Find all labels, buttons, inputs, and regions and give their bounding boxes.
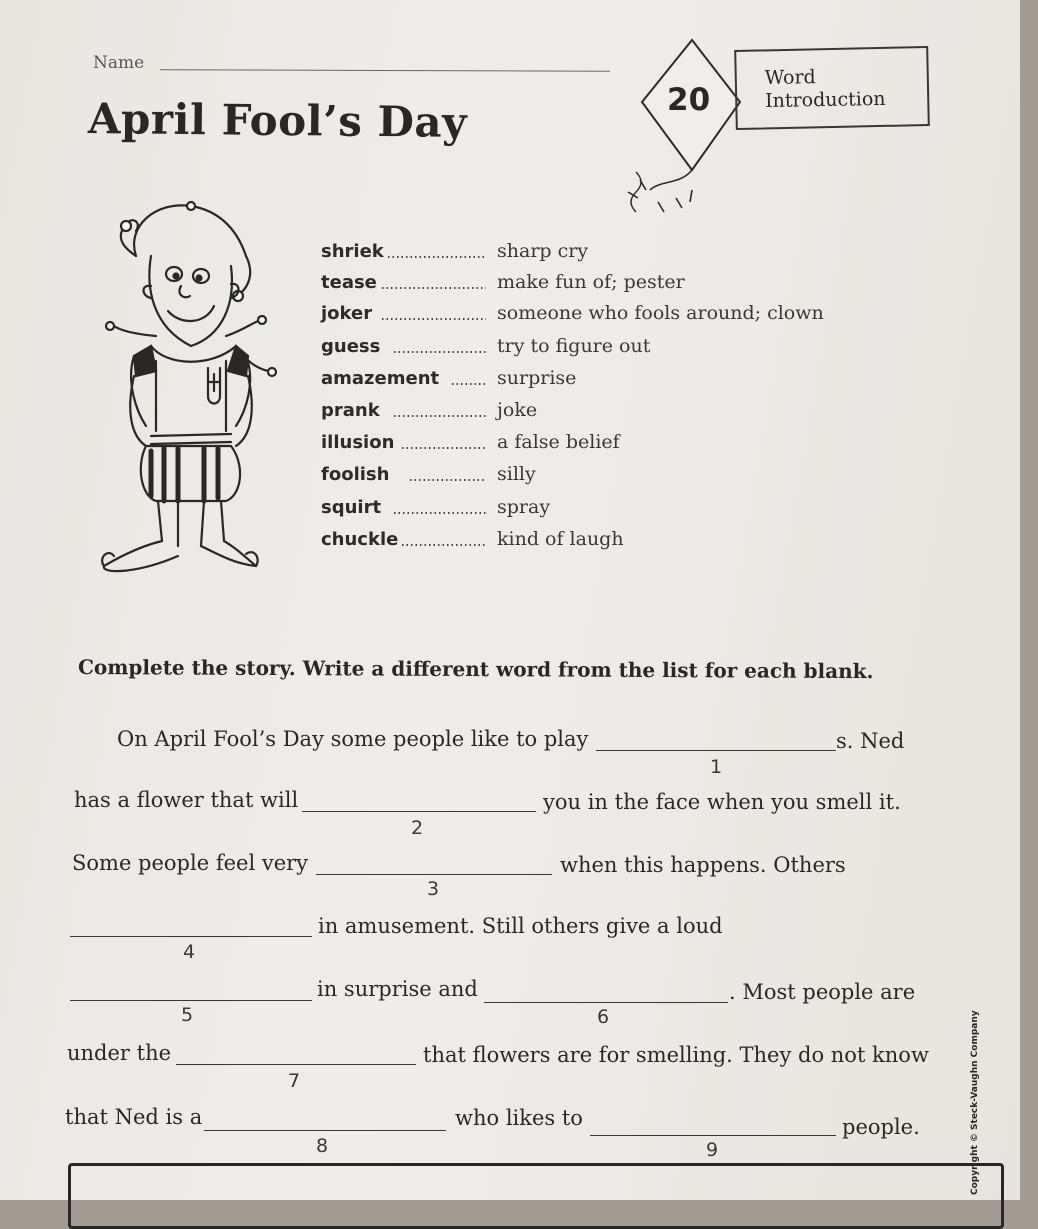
vocab-word: squirt xyxy=(321,497,382,518)
vocab-definition: surprise xyxy=(497,367,577,389)
vocab-definition: joke xyxy=(497,399,538,421)
vocab-word: chuckle xyxy=(321,529,399,550)
answer-blank-7[interactable] xyxy=(176,1064,416,1065)
dotted-leaders xyxy=(380,240,495,560)
blank-number: 6 xyxy=(597,1006,610,1028)
blank-number: 8 xyxy=(316,1135,329,1157)
vocab-definition: kind of laugh xyxy=(497,528,624,550)
story-text: people. xyxy=(842,1115,920,1139)
story-text: who likes to xyxy=(455,1106,583,1130)
answer-blank-8[interactable] xyxy=(204,1130,446,1131)
page-title: April Fool’s Day xyxy=(87,94,468,147)
copyright-notice: Copyright © Steck-Vaughn Company xyxy=(970,1010,980,1195)
vocab-word: amazement xyxy=(321,368,440,389)
vocab-word: joker xyxy=(321,303,373,324)
story-text: when this happens. Others xyxy=(560,853,846,877)
lesson-type-line2: Introduction xyxy=(765,87,886,113)
lesson-number: 20 xyxy=(667,82,711,118)
blank-number: 5 xyxy=(181,1004,194,1026)
story-text: in surprise and xyxy=(317,977,478,1001)
instructions: Complete the story. Write a different word from the list for each blank. xyxy=(77,655,874,684)
blank-number: 7 xyxy=(288,1070,301,1092)
name-line[interactable] xyxy=(160,69,610,72)
vocab-definition: a false belief xyxy=(497,431,620,453)
vocab-definition: make fun of; pester xyxy=(497,271,685,293)
story-text: Some people feel very xyxy=(72,851,309,875)
vocab-definition: someone who fools around; clown xyxy=(497,302,824,324)
lesson-type-label xyxy=(765,65,886,113)
answer-blank-3[interactable] xyxy=(316,874,552,875)
vocab-row xyxy=(321,271,685,293)
story-text: in amusement. Still others give a loud xyxy=(318,914,723,938)
vocab-word: foolish xyxy=(321,464,390,485)
story-text: under the xyxy=(67,1041,172,1065)
answer-blank-4[interactable] xyxy=(70,936,312,937)
story-text: s. Ned xyxy=(836,729,905,753)
answer-blank-1[interactable] xyxy=(596,750,836,751)
blank-number: 4 xyxy=(183,941,196,963)
blank-number: 1 xyxy=(710,756,723,778)
story-text: . Most people are xyxy=(729,980,916,1004)
vocab-word: prank xyxy=(321,400,380,421)
answer-blank-9[interactable] xyxy=(590,1135,836,1136)
next-section-box xyxy=(68,1163,1004,1229)
vocab-definition: sharp cry xyxy=(497,240,589,262)
answer-blank-6[interactable] xyxy=(484,1002,728,1003)
story-text: you in the face when you smell it. xyxy=(543,790,901,814)
vocab-word: guess xyxy=(321,336,381,357)
vocab-word: tease xyxy=(321,272,377,293)
story-text: that Ned is a xyxy=(65,1105,203,1129)
answer-blank-5[interactable] xyxy=(70,1000,312,1001)
vocab-definition: spray xyxy=(497,496,551,518)
lesson-type-line1: Word xyxy=(764,66,816,90)
story-text: has a flower that will xyxy=(74,788,299,812)
name-label: Name xyxy=(93,53,145,73)
blank-number: 3 xyxy=(427,878,440,900)
story-text: that flowers are for smelling. They do not know xyxy=(423,1043,929,1067)
vocab-word: shriek xyxy=(321,241,384,262)
answer-blank-2[interactable] xyxy=(302,811,536,812)
vocab-definition: silly xyxy=(497,463,536,485)
story-text: On April Fool’s Day some people like to play xyxy=(117,727,589,751)
vocab-word: illusion xyxy=(321,432,395,453)
blank-number: 2 xyxy=(411,817,424,839)
vocab-definition: try to figure out xyxy=(497,335,651,357)
jester-illustration xyxy=(96,196,296,581)
blank-number: 9 xyxy=(706,1139,719,1161)
